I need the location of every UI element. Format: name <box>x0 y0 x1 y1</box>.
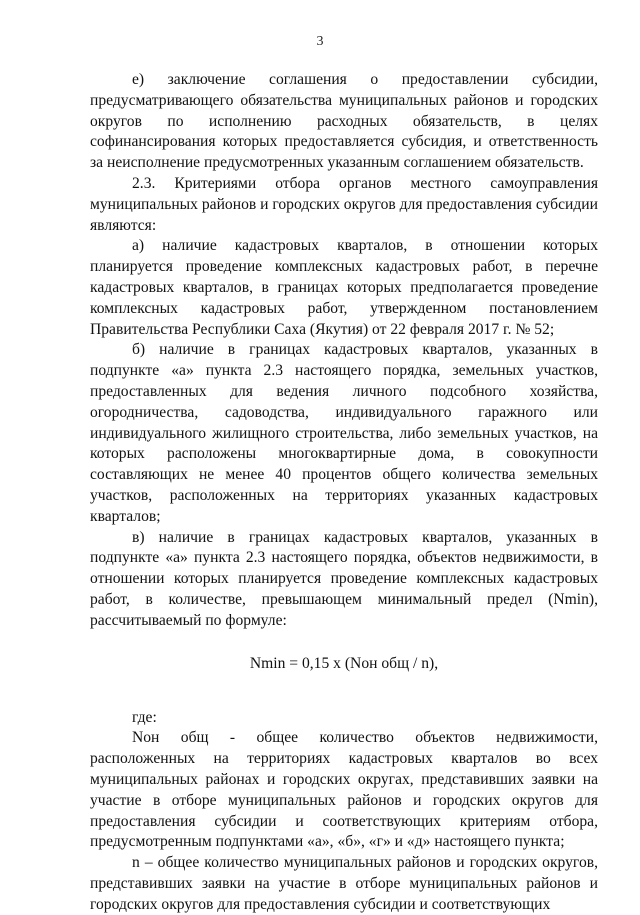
definition-non-obsch: Nон общ - общее количество объектов недвижимости, расположенных на территориях кадастровых кварталов во всех муниципальных районах и городских округах, представивших заявки на участие в отборе муниципальных районов и городских округов для предоставления субсидии и соответствующих критериям отбора, предусмотренным подпунктами «а», «б», «г» и «д» настоящего пункта; <box>90 729 598 851</box>
paragraph-a: а) наличие кадастровых кварталов, в отношении которых планируется проведение комплексных кадастровых работ, в перечне кадастровых кварталов, в границах которых предполагается проведение комплексных кадастровых работ, утвержденном постановлением Правительства Республики Саха (Якутия) от 22 февраля 2017 г. № 52; <box>90 237 598 338</box>
paragraph-v: в) наличие в границах кадастровых кварталов, указанных в подпункте «а» пункта 2.3 настоящего порядка, объектов недвижимости, в отношении которых планируется проведение комплексных кадастровых работ, в количестве, превышающем минимальный предел (Nmin), рассчитываемый по формуле: <box>90 528 598 629</box>
definition-n: n – общее количество муниципальных районов и городских округов, представивших заявки на участие в отборе муниципальных районов и городских округов для предоставления субсидии и соответствующих <box>90 854 598 913</box>
formula: Nmin = 0,15 x (Nон общ / n), <box>249 654 439 672</box>
paragraph-e: е) заключение соглашения о предоставлении субсидии, предусматривающего обязательства муниципальных районов и городских округов по исполнению расходных обязательств, в целях софинансирования которых предоставляется субсидия, и ответственность за неисполнение предусмотренных указанным соглашением обязательств. <box>90 71 598 172</box>
where-label: где: <box>132 708 157 726</box>
document-body <box>90 70 598 915</box>
page-number: 3 <box>316 34 324 49</box>
paragraph-b: б) наличие в границах кадастровых кварталов, указанных в подпункте «а» пункта 2.3 настоящего порядка, земельных участков, предоставленных для ведения личного подсобного хозяйства, огородничества, садоводства, индивидуального гаражного или индивидуального жилищного строительства, либо земельных участков, на которых расположены многоквартирные дома, в совокупности составляющих не менее 40 процентов общего количества земельных участков, расположенных на территориях указанных кадастровых кварталов; <box>90 341 598 525</box>
paragraph-2-3: 2.3. Критериями отбора органов местного самоуправления муниципальных районов и городских округов для предоставления субсидии являются: <box>90 174 598 234</box>
